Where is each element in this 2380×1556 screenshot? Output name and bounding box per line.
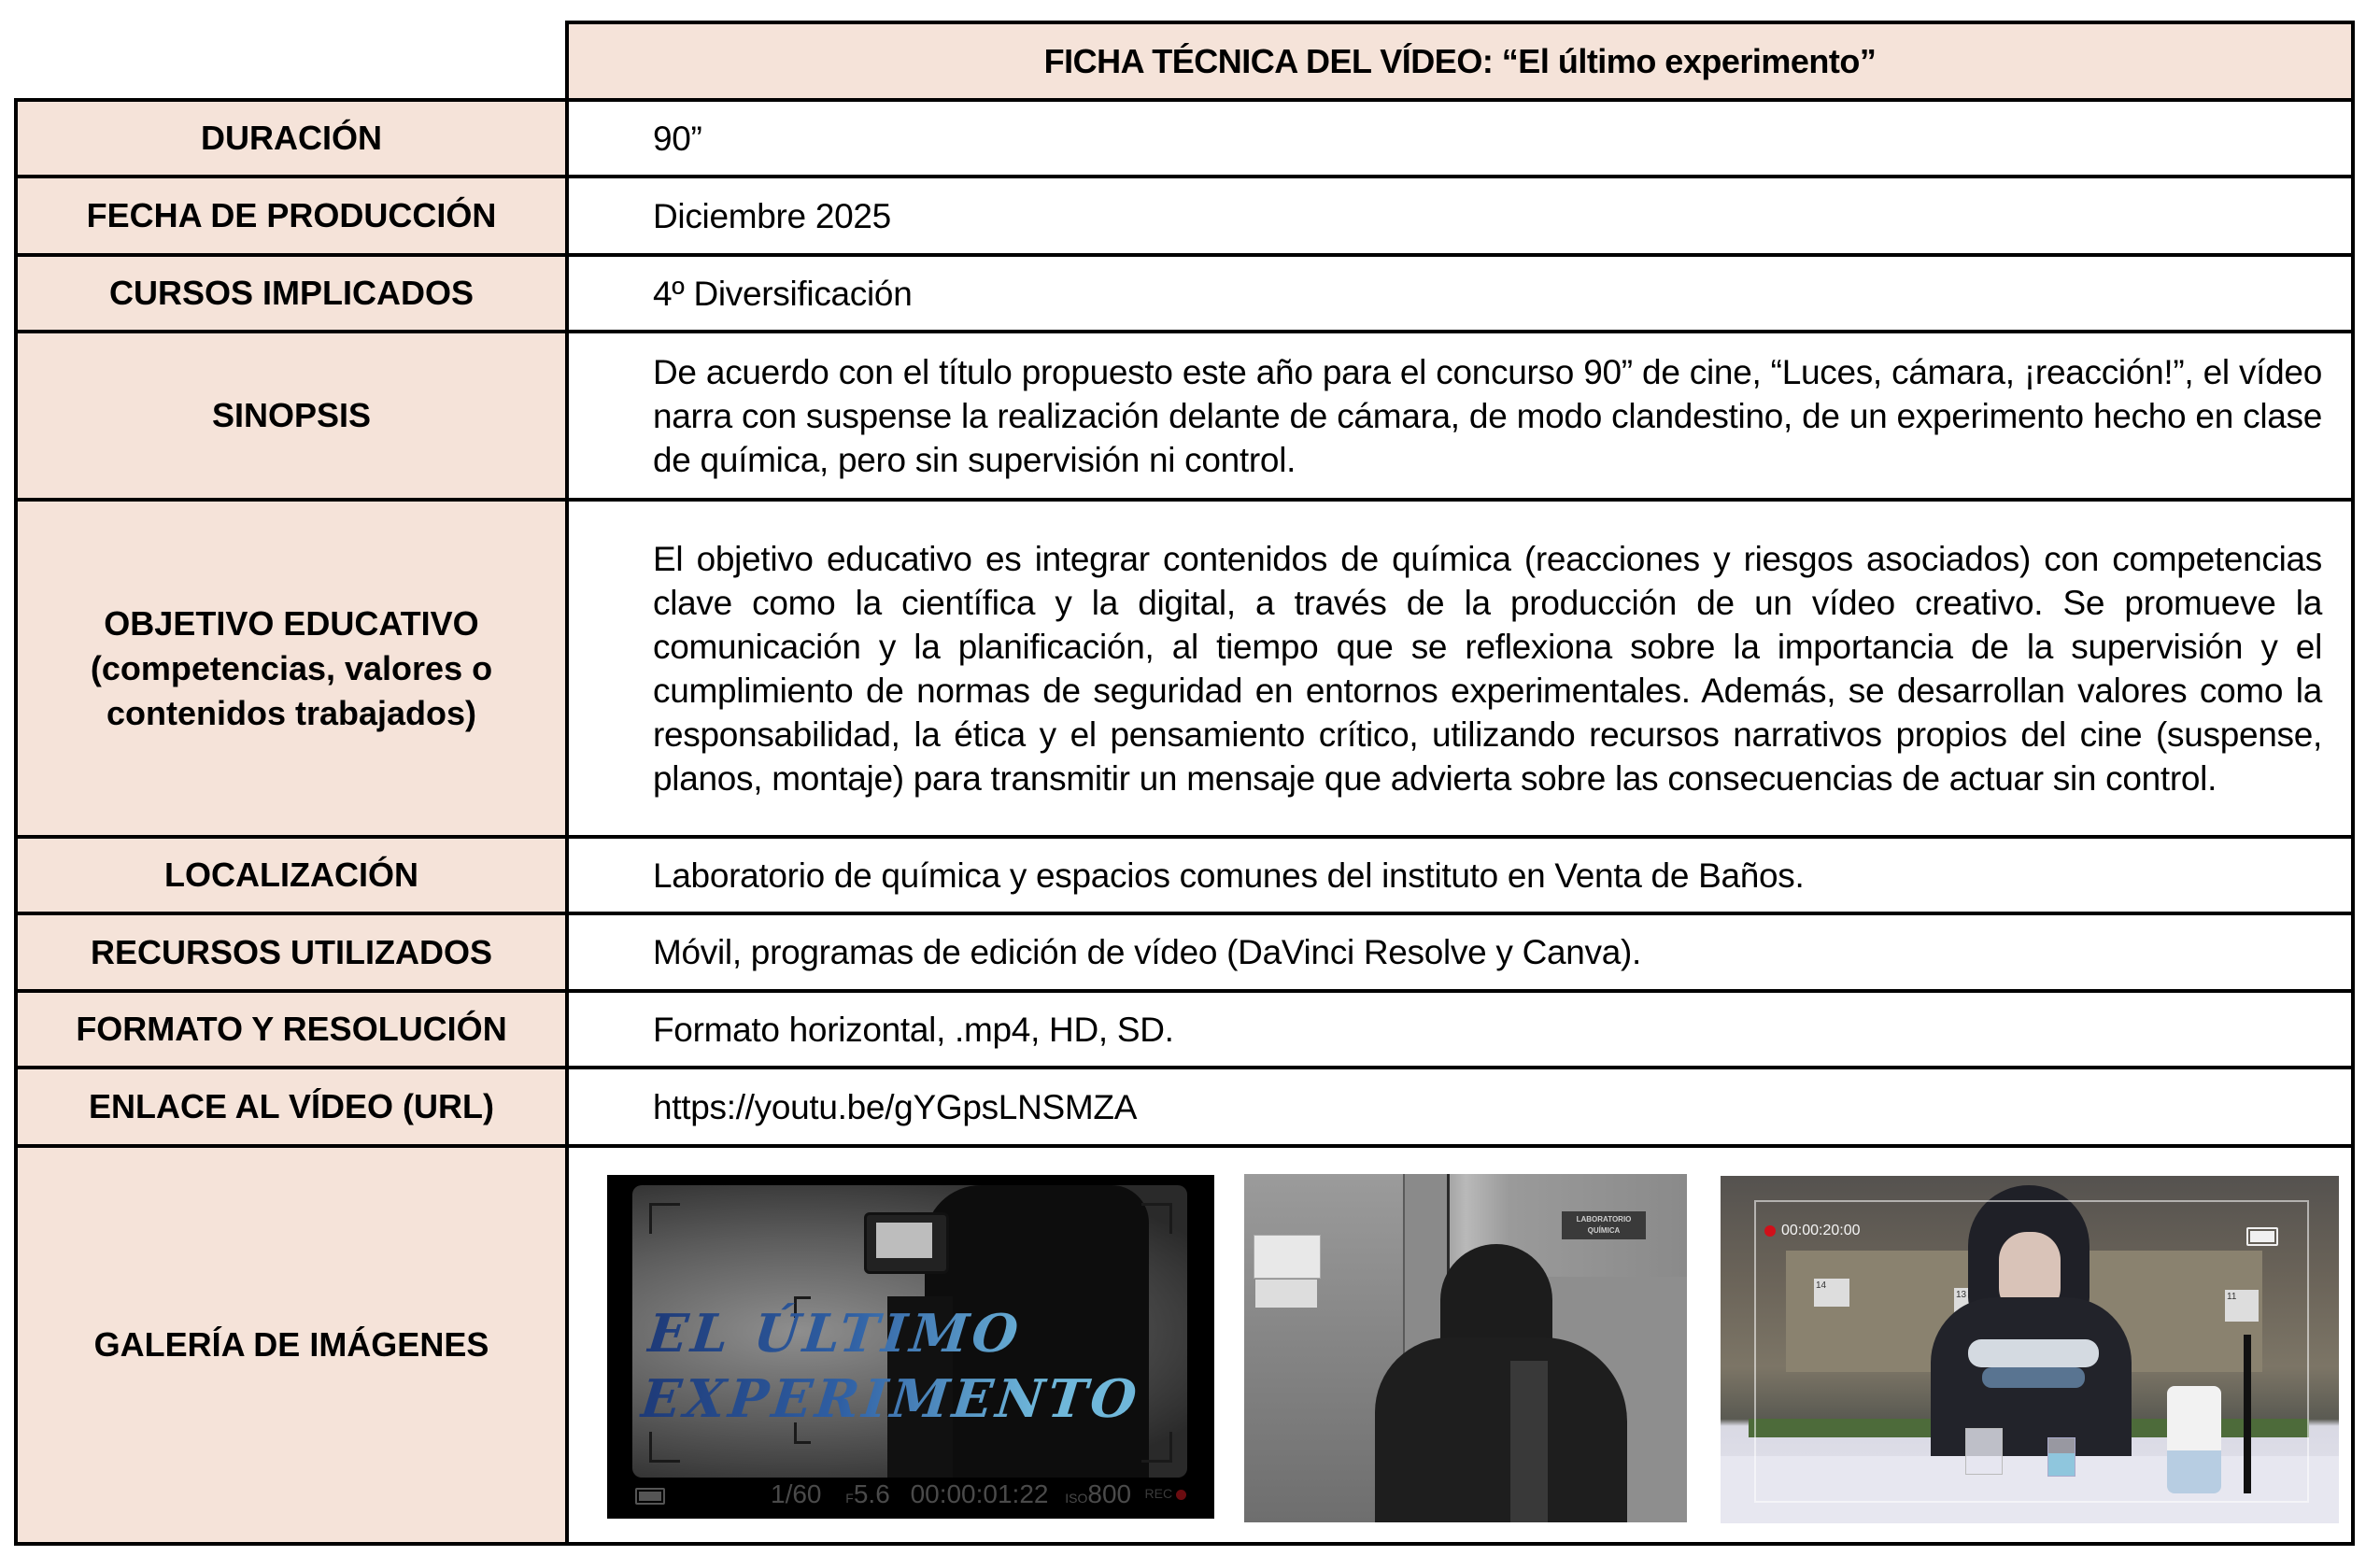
rec-dot-icon (1764, 1225, 1776, 1237)
row-label-line: OBJETIVO EDUCATIVO (104, 603, 479, 643)
video-title-overlay (638, 1301, 1151, 1432)
row-label: SINOPSIS (18, 333, 569, 498)
gallery-image-title-card[interactable] (607, 1175, 1214, 1519)
table-header (565, 21, 2355, 102)
table-row-cursos (14, 257, 2355, 333)
row-value (569, 178, 2351, 253)
frame-corner-icon (649, 1203, 680, 1234)
title-overlay-line: EXPERIMENTO (637, 1368, 1143, 1430)
table-row-enlace (14, 1069, 2355, 1148)
row-value (569, 1069, 2351, 1144)
table-row-recursos (14, 915, 2355, 993)
table-row-formato (14, 993, 2355, 1069)
battery-icon (635, 1488, 665, 1505)
row-value (569, 333, 2351, 498)
recording-indicator (1764, 1223, 1861, 1239)
row-label: GALERÍA DE IMÁGENES (18, 1148, 569, 1542)
row-label: FECHA DE PRODUCCIÓN (18, 178, 569, 253)
frame-corner-icon (1141, 1203, 1172, 1234)
lab-sign-line: QUÍMICA (1587, 1226, 1621, 1235)
format-value: Formato horizontal, .mp4, HD, SD. (653, 1010, 1174, 1049)
lab-sign (1562, 1211, 1646, 1239)
poster-text (1255, 1280, 1317, 1308)
row-value (569, 502, 2351, 835)
row-value (569, 993, 2351, 1066)
duration-value: 90” (653, 119, 702, 158)
row-label: DURACIÓN (18, 102, 569, 175)
document-title: FICHA TÉCNICA DEL VÍDEO: “El último experimento” (1043, 41, 1877, 80)
table-row-sinopsis (14, 333, 2355, 502)
row-value (569, 915, 2351, 989)
location-value: Laboratorio de química y espacios comunes del instituto en Venta de Baños. (653, 856, 1805, 895)
lab-sign-line: LABORATORIO (1576, 1215, 1632, 1224)
row-label: CURSOS IMPLICADOS (18, 257, 569, 330)
row-value (569, 257, 2351, 330)
rec-indicator (1145, 1486, 1186, 1501)
video-url-link[interactable]: https://youtu.be/gYGpsLNSMZA (653, 1087, 1138, 1126)
production-date-value: Diciembre 2025 (653, 196, 891, 235)
frame-corner-icon (1141, 1432, 1172, 1463)
frame-corner-icon (649, 1432, 680, 1463)
table-row-objetivo (14, 502, 2355, 839)
table-row-duracion (14, 98, 2355, 178)
cabinet-number: 14 (1816, 1280, 1827, 1291)
row-label (18, 502, 569, 835)
row-label: FORMATO Y RESOLUCIÓN (18, 993, 569, 1066)
resources-value: Móvil, programas de edición de vídeo (DaVinci Resolve y Canva). (653, 933, 1642, 971)
cabinet-number: 11 (2227, 1292, 2237, 1302)
gallery-image-lab-experiment[interactable] (1721, 1176, 2339, 1523)
row-label-line: (competencias, valores o (90, 648, 493, 687)
body-silhouette (1375, 1337, 1627, 1522)
aperture-value: 5.6 (853, 1479, 890, 1508)
iso-prefix: ISO (1065, 1491, 1088, 1506)
gallery-image-lab-door[interactable] (1244, 1174, 1687, 1522)
row-label: ENLACE AL VÍDEO (URL) (18, 1069, 569, 1144)
rec-label: REC (1144, 1486, 1173, 1501)
title-overlay-line: EL ÚLTIMO (645, 1303, 1025, 1365)
row-value (569, 839, 2351, 912)
row-label-line: contenidos trabajados) (106, 693, 477, 732)
camera-hud (771, 1479, 1131, 1509)
courses-value: 4º Diversificación (653, 274, 913, 313)
poster-image (1254, 1235, 1321, 1279)
hud-timecode: 00:00:20:00 (1781, 1223, 1861, 1238)
table-row-localizacion (14, 839, 2355, 915)
row-value (569, 102, 2351, 175)
row-label: RECURSOS UTILIZADOS (18, 915, 569, 989)
cabinet-number: 13 (1956, 1290, 1967, 1300)
objective-text: El objetivo educativo es integrar contenidos de química (reacciones y riesgos asociados) con competencias clave como la científica y la digital, a través de la producción de un vídeo creativo. Se promueve la comunicación y la planificación, al tiempo que se reflexiona sobre la importancia de la supervisión y el cumplimiento de normas de seguridad en entornos experimentales. Además, se desarrollan valores como la responsabilidad, la ética y el pensamiento crítico, utilizando recursos narrativos propios del cine (suspense, planos, montaje) para transmitir un mensaje que advierta sobre las consecuencias de actuar sin control. (653, 539, 2322, 798)
hud-timecode: 00:00:01:22 (910, 1479, 1049, 1508)
recording-frame (1754, 1200, 2309, 1503)
shutter-speed: 1/60 (771, 1479, 822, 1508)
aperture-prefix: F (845, 1491, 854, 1506)
synopsis-text: De acuerdo con el título propuesto este año para el concurso 90” de cine, “Luces, cámara, ¡reacción!”, el vídeo narra con suspense la realización delante de cámara, de modo clandestino, de un experimento hecho en clase de química, pero sin supervisión ni control. (653, 352, 2322, 479)
row-label: LOCALIZACIÓN (18, 839, 569, 912)
iso-value: 800 (1087, 1479, 1132, 1508)
jacket-highlight (1510, 1361, 1548, 1522)
table-row-galeria (14, 1148, 2355, 1546)
battery-icon (2246, 1227, 2278, 1246)
camera-monitor-icon (864, 1212, 949, 1274)
rec-dot-icon (1176, 1490, 1186, 1500)
image-gallery (569, 1148, 2351, 1542)
table-row-fecha (14, 178, 2355, 257)
